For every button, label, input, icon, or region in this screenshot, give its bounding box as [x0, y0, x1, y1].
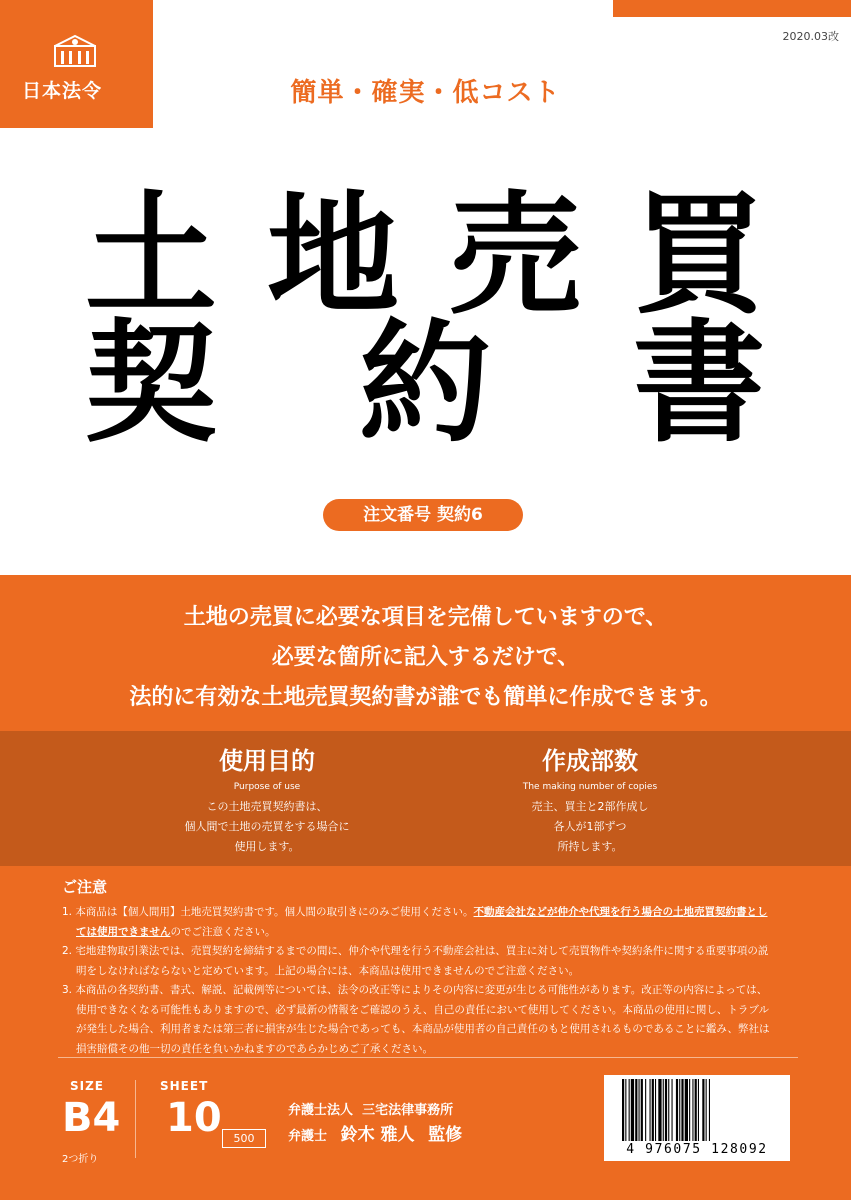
copies-line: 所持します。	[557, 840, 623, 853]
intro-text	[0, 598, 851, 718]
purpose-en: Purpose of use	[233, 782, 301, 792]
size-label: SIZE	[70, 1079, 105, 1093]
title-char: 地	[267, 179, 399, 333]
person-name: 鈴木 雅人	[340, 1125, 415, 1145]
copies-column	[490, 741, 690, 857]
purpose-line: 使用します。	[234, 840, 300, 853]
count-badge: 500	[222, 1129, 266, 1148]
notes-title: ご注意	[62, 878, 108, 896]
copies-body	[490, 797, 690, 857]
note-item: 3. 本商品の各契約書、書式、解説、記載例等については、法令の改正等によりその内容に変更が生じる可能性があります。改正等の内容によっては、使用できなくなる可能性もありますので、必ず最新の情報をご確認のうえ、自己の責任において使用してください。本商品の使用に関し、トラブルが発生した場合、利用者または第三者に損害が生じた場合であっても、本商品が使用者の自己責任のもと使用されるものであることに鑑み、弊社は損害賠償その他一切の責任を負いかねますのであらかじめご了承ください。	[62, 984, 770, 1055]
supervisor-block	[288, 1101, 462, 1149]
copies-line: 売主、買主と2部作成し	[531, 800, 649, 813]
note-item	[62, 903, 772, 942]
purpose-body	[167, 797, 367, 857]
firm-name: 三宅法律事務所	[362, 1103, 454, 1118]
copies-en: The making number of copies	[522, 782, 658, 792]
building-icon	[52, 32, 98, 68]
sheet-label: SHEET	[160, 1079, 209, 1093]
note-text: のでご注意ください。	[170, 925, 276, 938]
title-char: 約	[359, 307, 491, 461]
title-char: 契	[85, 307, 217, 461]
copies-title: 作成部数	[542, 747, 638, 775]
purpose-line: 個人間で土地の売買をする場合に	[184, 820, 350, 833]
intro-line: 土地の売買に必要な項目を完備していますので、	[183, 605, 668, 630]
firm-role: 弁護士法人	[288, 1103, 354, 1118]
note-item: 2. 宅地建物取引業法では、売買契約を締結するまでの間に、仲介や代理を行う不動産会社は、買主に対して売買物件や契約条件に関する重要事項の説明をしなければならないと定めています。上記の場合には、本商品は使用できませんのでご注意ください。	[62, 945, 769, 977]
barcode-bars	[604, 1079, 790, 1145]
barcode-number: 4 976075 128092	[626, 1142, 768, 1157]
divider	[58, 1057, 798, 1058]
title-char: 買	[633, 179, 765, 333]
title-char: 土	[85, 179, 217, 333]
revision-date: 2020.03改	[782, 30, 839, 43]
barcode	[604, 1075, 790, 1161]
intro-line: 必要な箇所に記入するだけで、	[271, 645, 580, 670]
size-note: 2つ折り	[62, 1154, 99, 1165]
purpose-line: この土地売買契約書は、	[206, 800, 328, 813]
title-char: 書	[633, 307, 765, 461]
supervisor-firm	[288, 1101, 462, 1121]
note-text: 1. 本商品は【個人間用】土地売買契約書です。個人間の取引きにのみご使用ください。	[62, 906, 474, 918]
size-value: B4	[62, 1095, 121, 1141]
purpose-column	[167, 741, 367, 857]
tagline: 簡単・確実・低コスト	[290, 78, 561, 108]
divider	[135, 1080, 136, 1158]
purpose-title: 使用目的	[219, 747, 315, 775]
title-char: 売	[449, 179, 581, 333]
sheet-value: 10	[166, 1095, 222, 1141]
copies-line: 各人が1部ずつ	[553, 820, 627, 833]
person-role: 弁護士	[288, 1129, 328, 1144]
top-accent-bar	[613, 0, 851, 17]
info-band	[0, 731, 851, 866]
order-number-badge: 注文番号 契約6	[323, 499, 523, 531]
note-emphasis: 不動産会社などが仲介や代理を行う場合の土地売買契約書としては使用できません	[76, 906, 768, 938]
brand-name: 日本法令	[22, 80, 103, 102]
supervisor-person	[288, 1123, 462, 1149]
intro-line: 法的に有効な土地売買契約書が誰でも簡単に作成できます。	[129, 685, 722, 710]
supervisor-suffix: 監修	[428, 1125, 463, 1145]
notes-section	[62, 876, 772, 1059]
